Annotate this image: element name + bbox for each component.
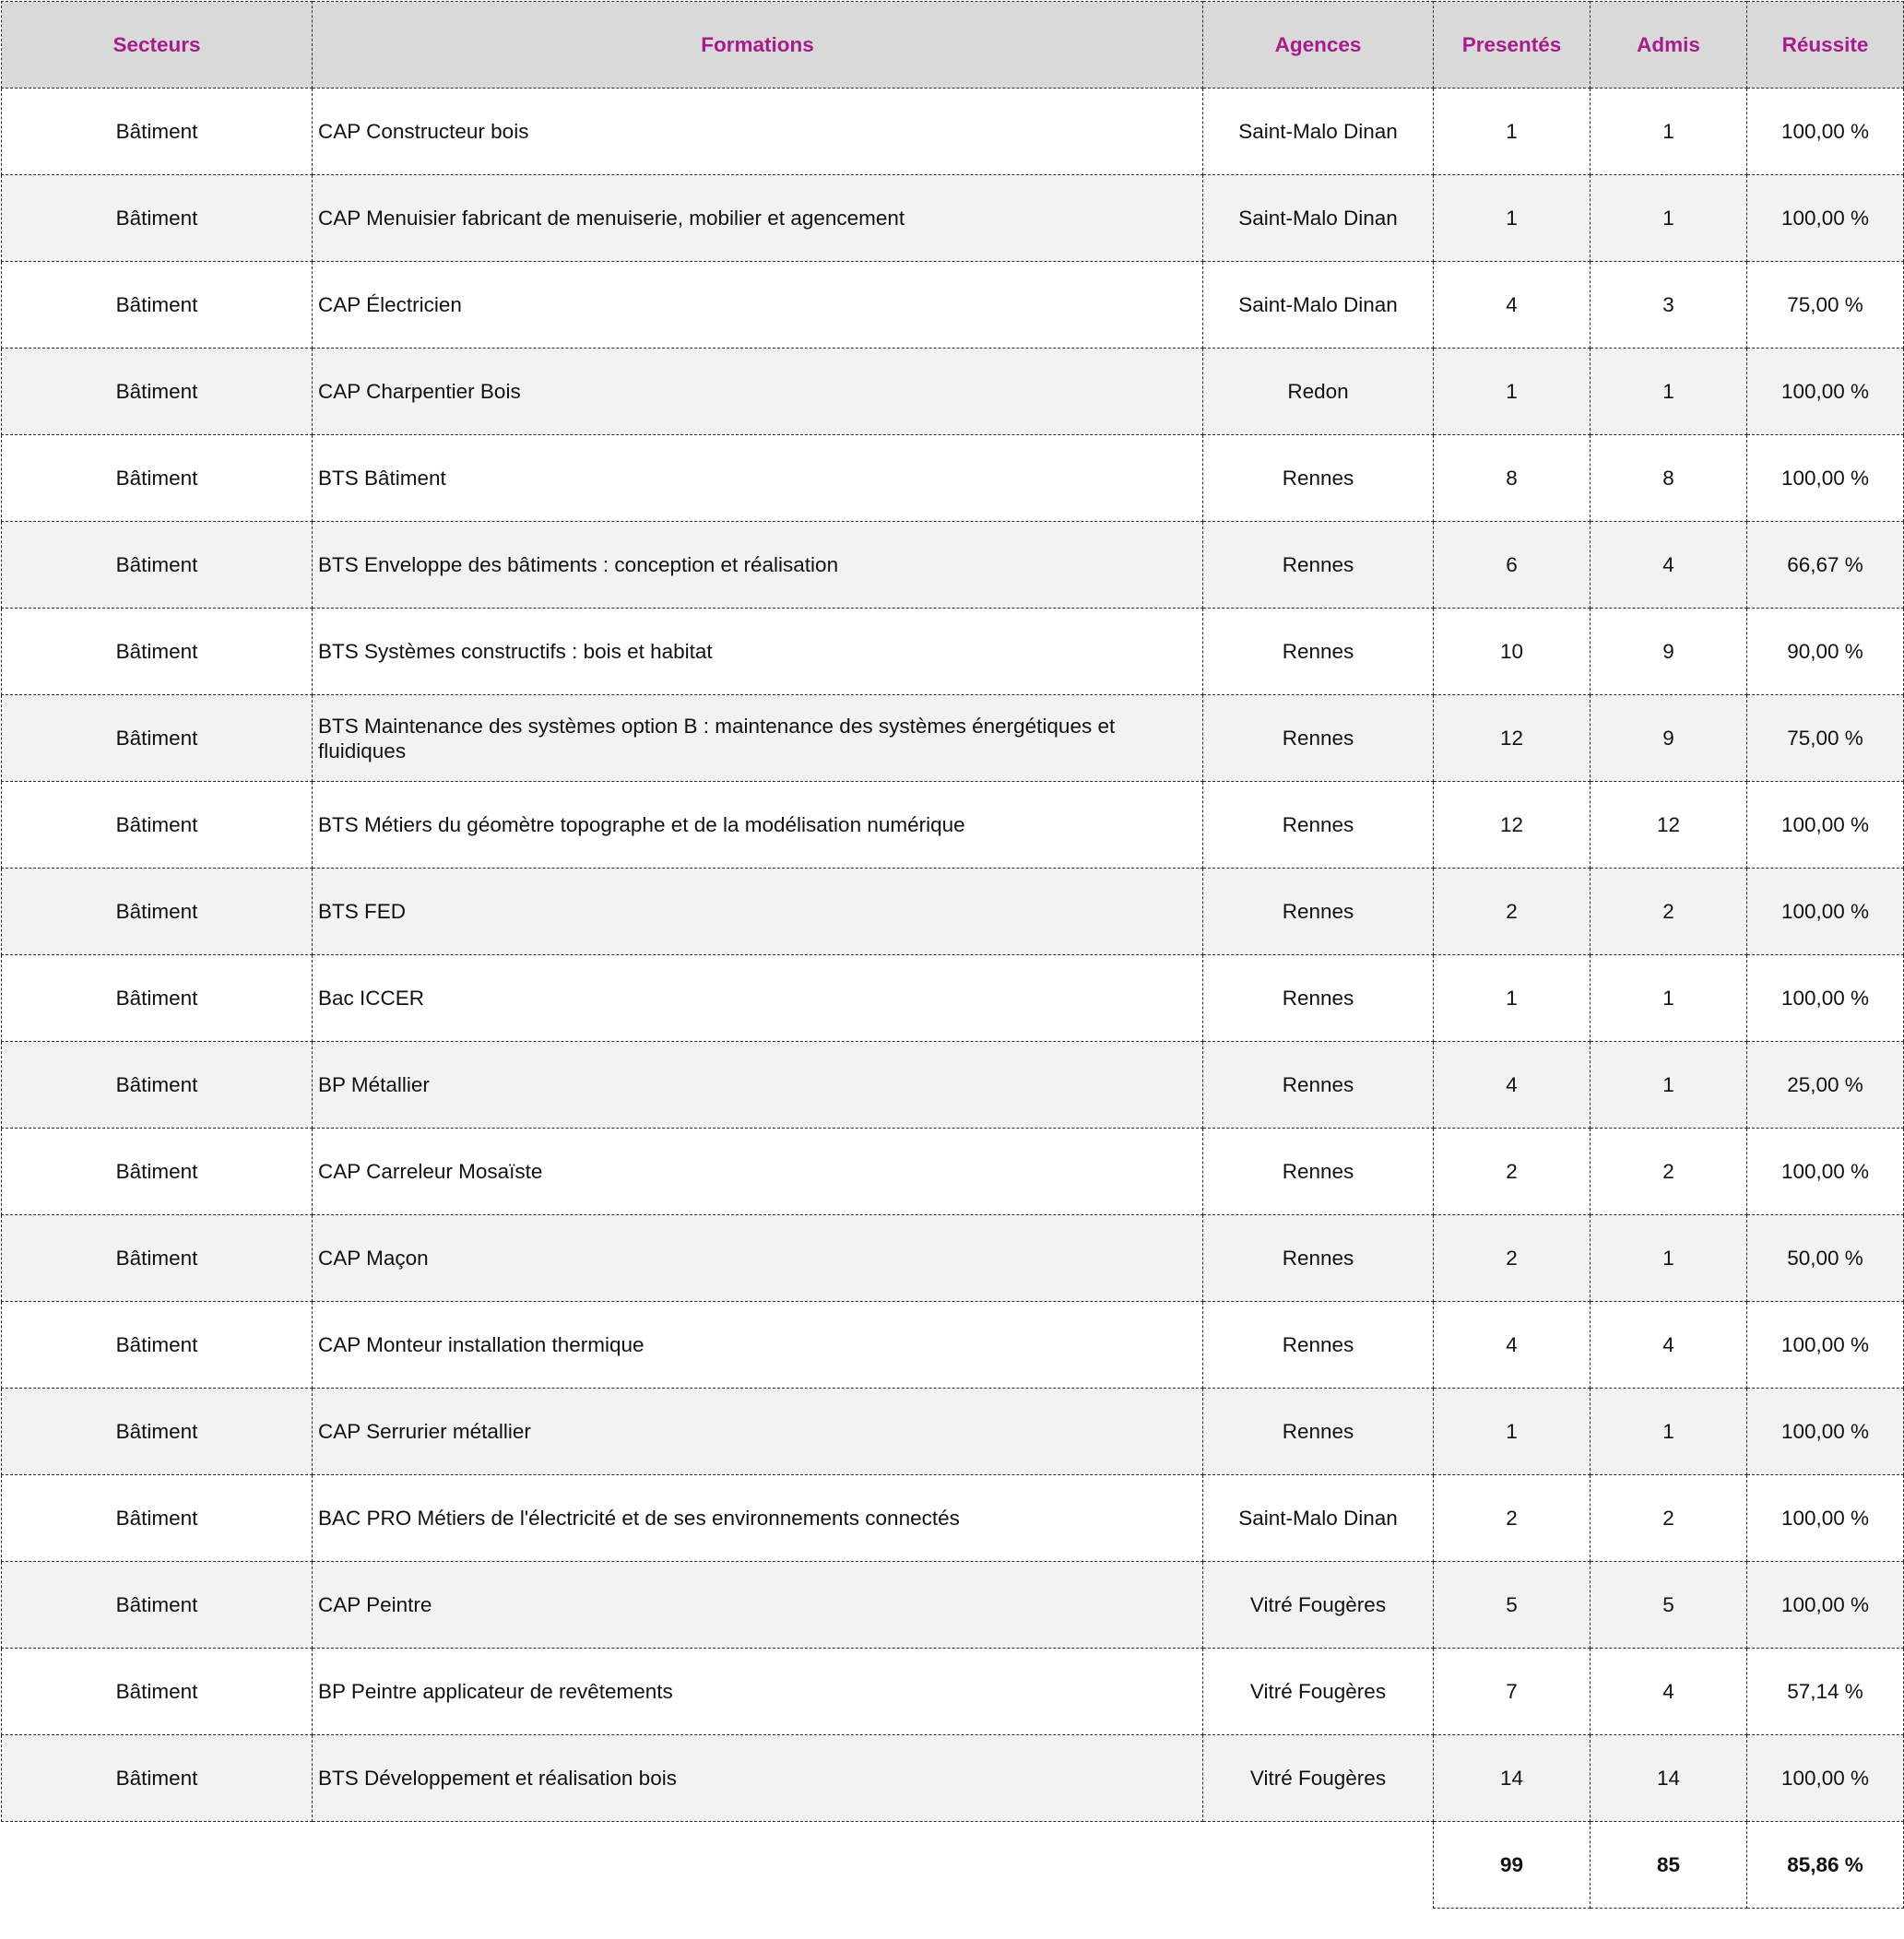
cell-admis: 1 <box>1591 1042 1747 1129</box>
cell-formation: CAP Monteur installation thermique <box>313 1302 1203 1389</box>
cell-agence: Rennes <box>1203 695 1434 782</box>
cell-admis: 1 <box>1591 1389 1747 1475</box>
table-row <box>2 1389 1904 1475</box>
table-row <box>2 435 1904 522</box>
cell-presentes: 12 <box>1434 782 1591 869</box>
cell-admis: 2 <box>1591 1475 1747 1562</box>
cell-secteur: Bâtiment <box>2 1475 313 1562</box>
cell-formation: CAP Carreleur Mosaïste <box>313 1129 1203 1215</box>
cell-admis: 1 <box>1591 349 1747 435</box>
cell-admis: 1 <box>1591 175 1747 262</box>
header-row <box>2 2 1904 89</box>
cell-secteur: Bâtiment <box>2 175 313 262</box>
cell-reussite: 100,00 % <box>1747 175 1904 262</box>
cell-presentes: 2 <box>1434 1475 1591 1562</box>
table-row <box>2 1042 1904 1129</box>
cell-presentes: 1 <box>1434 955 1591 1042</box>
cell-admis: 4 <box>1591 522 1747 609</box>
table-row <box>2 1475 1904 1562</box>
cell-admis: 9 <box>1591 695 1747 782</box>
cell-formation: BP Métallier <box>313 1042 1203 1129</box>
cell-agence: Rennes <box>1203 522 1434 609</box>
cell-reussite: 100,00 % <box>1747 1562 1904 1649</box>
table-row <box>2 1562 1904 1649</box>
cell-reussite: 100,00 % <box>1747 89 1904 175</box>
cell-presentes: 4 <box>1434 1042 1591 1129</box>
table-row <box>2 955 1904 1042</box>
cell-admis: 3 <box>1591 262 1747 349</box>
cell-admis: 4 <box>1591 1302 1747 1389</box>
cell-agence: Rennes <box>1203 782 1434 869</box>
cell-reussite: 100,00 % <box>1747 1475 1904 1562</box>
column-header-presentes: Presentés <box>1434 2 1591 89</box>
cell-reussite: 100,00 % <box>1747 1302 1904 1389</box>
table-row <box>2 175 1904 262</box>
cell-secteur: Bâtiment <box>2 1735 313 1822</box>
cell-secteur: Bâtiment <box>2 1389 313 1475</box>
table-row <box>2 89 1904 175</box>
cell-presentes: 2 <box>1434 869 1591 955</box>
cell-formation: BTS Systèmes constructifs : bois et habitat <box>313 609 1203 695</box>
cell-reussite: 100,00 % <box>1747 782 1904 869</box>
table-row <box>2 869 1904 955</box>
cell-secteur: Bâtiment <box>2 782 313 869</box>
table-row <box>2 1649 1904 1735</box>
cell-formation: CAP Menuisier fabricant de menuiserie, mobilier et agencement <box>313 175 1203 262</box>
cell-agence: Rennes <box>1203 955 1434 1042</box>
cell-presentes: 6 <box>1434 522 1591 609</box>
cell-presentes: 2 <box>1434 1129 1591 1215</box>
results-table <box>1 1 1904 1909</box>
cell-agence: Vitré Fougères <box>1203 1562 1434 1649</box>
cell-agence: Rennes <box>1203 869 1434 955</box>
table-body <box>2 89 1904 1822</box>
cell-admis: 2 <box>1591 869 1747 955</box>
column-header-admis: Admis <box>1591 2 1747 89</box>
cell-agence: Redon <box>1203 349 1434 435</box>
cell-presentes: 8 <box>1434 435 1591 522</box>
cell-presentes: 5 <box>1434 1562 1591 1649</box>
cell-reussite: 90,00 % <box>1747 609 1904 695</box>
table-row <box>2 782 1904 869</box>
cell-secteur: Bâtiment <box>2 695 313 782</box>
cell-presentes: 4 <box>1434 1302 1591 1389</box>
cell-admis: 4 <box>1591 1649 1747 1735</box>
cell-agence: Vitré Fougères <box>1203 1649 1434 1735</box>
cell-formation: BTS Métiers du géomètre topographe et de la modélisation numérique <box>313 782 1203 869</box>
cell-formation: BTS FED <box>313 869 1203 955</box>
cell-reussite: 100,00 % <box>1747 1129 1904 1215</box>
table-row <box>2 695 1904 782</box>
cell-agence: Saint-Malo Dinan <box>1203 175 1434 262</box>
table-row <box>2 522 1904 609</box>
cell-agence: Rennes <box>1203 435 1434 522</box>
cell-reussite: 100,00 % <box>1747 869 1904 955</box>
total-admis: 85 <box>1591 1822 1747 1909</box>
cell-reussite: 25,00 % <box>1747 1042 1904 1129</box>
cell-formation: CAP Serrurier métallier <box>313 1389 1203 1475</box>
cell-agence: Rennes <box>1203 1215 1434 1302</box>
cell-secteur: Bâtiment <box>2 1215 313 1302</box>
cell-formation: CAP Maçon <box>313 1215 1203 1302</box>
cell-admis: 1 <box>1591 89 1747 175</box>
cell-secteur: Bâtiment <box>2 1129 313 1215</box>
cell-secteur: Bâtiment <box>2 869 313 955</box>
table-row <box>2 262 1904 349</box>
totals-row <box>2 1822 1904 1909</box>
cell-presentes: 1 <box>1434 1389 1591 1475</box>
cell-presentes: 12 <box>1434 695 1591 782</box>
cell-admis: 1 <box>1591 1215 1747 1302</box>
cell-agence: Rennes <box>1203 1042 1434 1129</box>
column-header-secteurs: Secteurs <box>2 2 313 89</box>
cell-reussite: 100,00 % <box>1747 1735 1904 1822</box>
cell-reussite: 100,00 % <box>1747 349 1904 435</box>
cell-presentes: 14 <box>1434 1735 1591 1822</box>
cell-secteur: Bâtiment <box>2 349 313 435</box>
cell-formation: CAP Électricien <box>313 262 1203 349</box>
cell-secteur: Bâtiment <box>2 89 313 175</box>
table-row <box>2 1735 1904 1822</box>
cell-admis: 8 <box>1591 435 1747 522</box>
table-row <box>2 1129 1904 1215</box>
totals-spacer <box>2 1822 1434 1909</box>
cell-admis: 9 <box>1591 609 1747 695</box>
cell-formation: BTS Enveloppe des bâtiments : conception et réalisation <box>313 522 1203 609</box>
cell-secteur: Bâtiment <box>2 1302 313 1389</box>
cell-formation: BP Peintre applicateur de revêtements <box>313 1649 1203 1735</box>
cell-agence: Saint-Malo Dinan <box>1203 1475 1434 1562</box>
cell-presentes: 10 <box>1434 609 1591 695</box>
cell-formation: BTS Maintenance des systèmes option B : maintenance des systèmes énergétiques et fluidiques <box>313 695 1203 782</box>
cell-agence: Rennes <box>1203 1129 1434 1215</box>
cell-reussite: 75,00 % <box>1747 262 1904 349</box>
cell-reussite: 50,00 % <box>1747 1215 1904 1302</box>
cell-secteur: Bâtiment <box>2 609 313 695</box>
cell-secteur: Bâtiment <box>2 262 313 349</box>
cell-formation: BTS Bâtiment <box>313 435 1203 522</box>
cell-admis: 2 <box>1591 1129 1747 1215</box>
cell-reussite: 100,00 % <box>1747 435 1904 522</box>
cell-agence: Vitré Fougères <box>1203 1735 1434 1822</box>
cell-reussite: 66,67 % <box>1747 522 1904 609</box>
total-reussite: 85,86 % <box>1747 1822 1904 1909</box>
cell-presentes: 7 <box>1434 1649 1591 1735</box>
cell-secteur: Bâtiment <box>2 435 313 522</box>
cell-admis: 1 <box>1591 955 1747 1042</box>
table-row <box>2 1302 1904 1389</box>
cell-formation: BAC PRO Métiers de l'électricité et de ses environnements connectés <box>313 1475 1203 1562</box>
cell-admis: 14 <box>1591 1735 1747 1822</box>
total-presentes: 99 <box>1434 1822 1591 1909</box>
cell-reussite: 57,14 % <box>1747 1649 1904 1735</box>
cell-reussite: 100,00 % <box>1747 1389 1904 1475</box>
cell-agence: Rennes <box>1203 609 1434 695</box>
column-header-agences: Agences <box>1203 2 1434 89</box>
cell-presentes: 4 <box>1434 262 1591 349</box>
cell-secteur: Bâtiment <box>2 955 313 1042</box>
cell-agence: Saint-Malo Dinan <box>1203 89 1434 175</box>
cell-agence: Saint-Malo Dinan <box>1203 262 1434 349</box>
column-header-reussite: Réussite <box>1747 2 1904 89</box>
column-header-formations: Formations <box>313 2 1203 89</box>
cell-reussite: 75,00 % <box>1747 695 1904 782</box>
cell-reussite: 100,00 % <box>1747 955 1904 1042</box>
cell-agence: Rennes <box>1203 1389 1434 1475</box>
cell-presentes: 1 <box>1434 175 1591 262</box>
cell-formation: Bac ICCER <box>313 955 1203 1042</box>
cell-presentes: 2 <box>1434 1215 1591 1302</box>
table-row <box>2 349 1904 435</box>
cell-formation: CAP Constructeur bois <box>313 89 1203 175</box>
cell-secteur: Bâtiment <box>2 1562 313 1649</box>
table-row <box>2 1215 1904 1302</box>
cell-secteur: Bâtiment <box>2 1649 313 1735</box>
table-row <box>2 609 1904 695</box>
cell-presentes: 1 <box>1434 349 1591 435</box>
cell-formation: CAP Charpentier Bois <box>313 349 1203 435</box>
cell-formation: BTS Développement et réalisation bois <box>313 1735 1203 1822</box>
cell-agence: Rennes <box>1203 1302 1434 1389</box>
cell-admis: 12 <box>1591 782 1747 869</box>
cell-admis: 5 <box>1591 1562 1747 1649</box>
cell-presentes: 1 <box>1434 89 1591 175</box>
cell-secteur: Bâtiment <box>2 1042 313 1129</box>
cell-secteur: Bâtiment <box>2 522 313 609</box>
cell-formation: CAP Peintre <box>313 1562 1203 1649</box>
